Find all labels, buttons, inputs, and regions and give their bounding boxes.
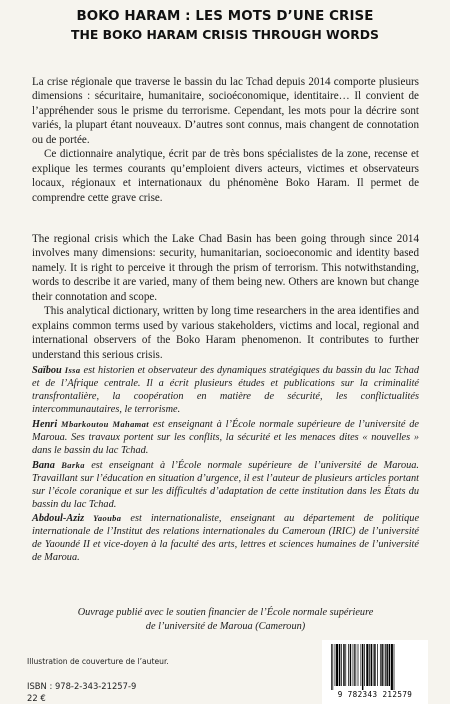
english-paragraph-2: This analytical dictionary, written by long time researchers in the area identifies and explains common terms used by various stakeholders, victims and local, regional and international observers of the Boko Haram phenomenon. It contributes to further understand this serious crisis. <box>32 305 419 361</box>
title-french: BOKO HARAM : LES MOTS D’UNE CRISE <box>76 9 374 24</box>
price: 22 € <box>27 693 46 703</box>
funding-note <box>32 606 419 634</box>
author-bio: est enseignant à l’École normale supérieure de l’université de Maroua. Travaillant sur l’éducation en situation d’urgence, il est l’auteur de plusieurs articles portant sur l’école coranique et sur les difficultés d’adaptation de cette institution dans les États du bassin du lac Tchad. <box>32 459 419 510</box>
english-summary <box>32 232 419 362</box>
author-bio: est internationaliste, enseignant au département de politique internationale de l’Institut des relations internationales du Cameroun (IRIC) de l’université de Yaoundé II et vice-doyen à la faculté des arts, lettres et sciences humaines de l’université de Maroua. <box>32 513 420 564</box>
title-english: THE BOKO HARAM CRISIS THROUGH WORDS <box>71 27 379 42</box>
barcode-icon <box>330 644 420 690</box>
isbn: ISBN : 978-2-343-21257-9 <box>27 681 137 691</box>
french-summary <box>32 75 419 205</box>
author-bio: est enseignant à l’École normale supérieure de l’université de Maroua. Ses travaux portent sur les conflits, la sécurité et les menaces dites « nouvelles » dans le bassin du lac Tchad. <box>32 418 419 456</box>
author-name: Bana Barka <box>32 459 85 471</box>
french-paragraph-1: La crise régionale que traverse le bassin du lac Tchad depuis 2014 comporte plusieurs dimensions : sécuritaire, humanitaire, socioéconomique, identitaire… Il convient de l’appréhender sous le prisme du terrorisme. Cependant, les mots pour la décrire sont variés, la plupart étant nouveaux. D’autres sont connus, mais changent de connotation ou de portée. <box>32 76 419 146</box>
english-paragraph-1: The regional crisis which the Lake Chad Basin has been going through since 2014 involves many dimensions: security, humanitarian, socioeconomic and identity based namely. It is right to perceive it through the prism of terrorism. This notwithstanding, words to describe it are varied, many of them being new. Others are known but change their connotation and scope. <box>32 233 419 303</box>
author-name: Saïbou Issa <box>32 365 81 376</box>
french-paragraph-2: Ce dictionnaire analytique, écrit par de très bons spécialistes de la zone, recense et explique les termes courants qu’emploient divers acteurs, victimes et observateurs locaux, régionaux et internationaux du phénomène Boko Haram. Il permet de comprendre cette grave crise. <box>32 148 419 204</box>
funding-line-2: de l’université de Maroua (Cameroun) <box>145 621 306 632</box>
author-entry <box>32 364 419 417</box>
author-entry <box>32 418 419 458</box>
cover-credit: Illustration de couverture de l’auteur. <box>27 657 169 666</box>
funding-line-1: Ouvrage publié avec le soutien financier de l’École normale supérieure <box>77 607 374 618</box>
author-bio: est historien et observateur des dynamiques stratégiques du bassin du lac Tchad et de l’Afrique centrale. Il a écrit plusieurs études et publications sur la criminalité transfrontalière, la coopération en matière de sécurité, les conflictualités intercommunautaires, le terrorisme. <box>32 365 419 415</box>
author-entry <box>32 459 419 512</box>
barcode-digits: 9 782343 212579 <box>337 690 413 699</box>
author-name: Henri Mbarkoutou Mahamat <box>32 418 150 430</box>
author-entry <box>32 512 419 565</box>
author-bios <box>32 364 419 566</box>
author-name: Abdoul-Aziz Yaouba <box>32 513 122 525</box>
barcode <box>322 640 428 704</box>
title-block <box>0 8 450 44</box>
